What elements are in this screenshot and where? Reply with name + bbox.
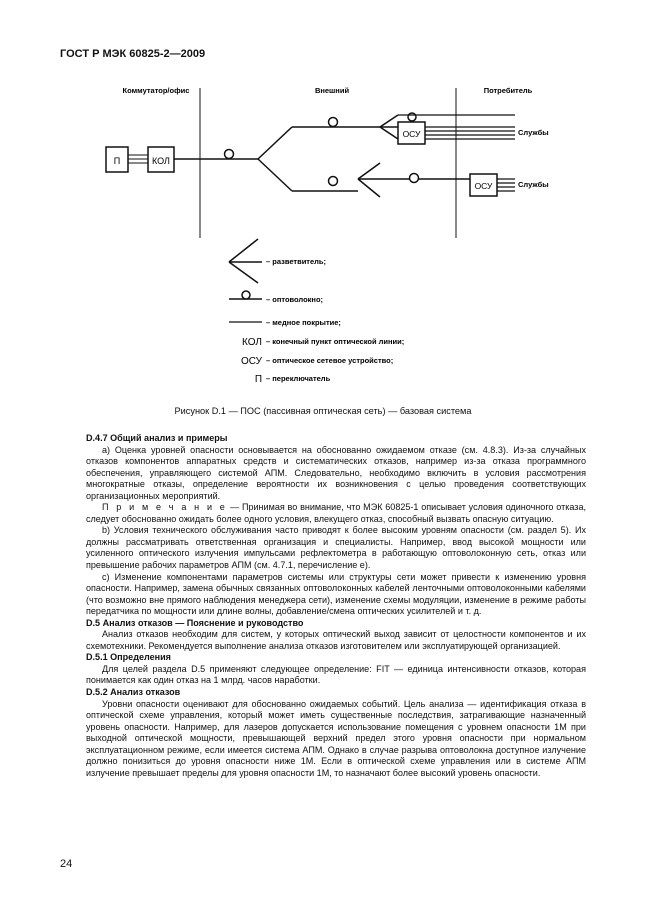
figure-caption: Рисунок D.1 — ПОС (пассивная оптическая сеть) — базовая система (174, 406, 472, 416)
onu-box-top-label: ОСУ (402, 129, 421, 139)
col-header-switch: Коммутатор/офис (122, 86, 190, 95)
legend-splitter-symbol (229, 239, 258, 262)
onu-box-bottom-label: ОСУ (474, 181, 493, 191)
paragraph: b) Условия технического обслуживания часто приводят к более высоким уровням опасности (см. раздел 5). Их должны рассматривать ответственная организация и специалисты. Например, ввод высокой мощности или усиленного оптического излучения импульсами рефлектометра в работающую оптоволоконную сеть, отказ или превышение рабочих параметров АПМ (см. 4.7.1, перечисление е). (86, 525, 586, 571)
note-paragraph (86, 502, 586, 525)
paragraph: Уровни опасности оценивают для обоснованно ожидаемых событий. Цель анализа — идентификация отказа в оптической схеме управления, который может иметь существенные последствия, затрагивающие назначенный уровень опасности. Например, для лазеров допускается использование помещения с уровнем опасности 1М при выходной оптической мощности, превышающей верхний предел этого уровня опасности при нормальном эксплуатационном режиме, если имеется система АПМ. Однако в случае разрыва оптоволокна доступное излучение должно понизиться до уровня опасности ниже 1М. Если в оптической схеме управления или в системе АПМ излучение превышает пределы для уровня опасности 1М, то назначают более высокий уровень опасности. (86, 698, 586, 778)
olt-box-label: КОЛ (152, 156, 170, 166)
legend-switch-text: – переключатель (266, 374, 331, 383)
legend-copper-text: – медное покрытие; (266, 318, 341, 327)
body-text (86, 433, 586, 779)
services-top: Службы (518, 128, 549, 137)
page-number: 24 (60, 858, 73, 870)
legend-onu-symbol: ОСУ (240, 356, 262, 367)
document-header: ГОСТ Р МЭК 60825-2—2009 (60, 48, 206, 60)
paragraph: Анализ отказов необходим для систем, у которых оптический выход зависит от целостности компонентов и их схемотехники. Рекомендуется выполнение анализа отказов изготовителем или эксплуатирующей организацией. (86, 629, 586, 651)
fiber-symbol (225, 150, 234, 159)
note-text: — Принимая во внимание, что МЭК 60825-1 описывает условия одиночного отказа, следует обоснованно ожидать более одного условия, влекущего отказ, способный вызвать опасную ситуацию. (86, 502, 586, 524)
paragraph: а) Оценка уровней опасности основывается на обоснованно ожидаемом отказе (см. 4.8.3). Из-за случайных отказов компонентов аппаратных средств и систематических отказов, например из-за отказа программного обеспечения, управляющего системой АПМ. Следовательно, необходимо включить в условия рассмотрения многократные отказы, определение вероятности их возникновения с целью проведения соответствующих организационных мероприятий. (86, 444, 586, 501)
pon-diagram (0, 0, 646, 400)
fiber-symbol (329, 118, 338, 127)
col-header-external: Внешний (314, 86, 350, 95)
splitter (258, 127, 292, 159)
note-label: П р и м е ч а н и е (102, 502, 228, 513)
paragraph: Для целей раздела D.5 применяют следующее определение: FIT — единица интенсивности отказов, которая понимается как один отказ на 1 млрд. часов наработки. (86, 663, 586, 686)
legend-splitter-text: – разветвитель; (266, 257, 327, 266)
paragraph: c) Изменение компонентами параметров системы или структуры сети может привести к изменению уровня опасности. Например, замена обычных связанных оптоволоконных кабелей ленточными оптоволоконными кабелями (что возможно вне прямого наблюдения менеджера сети), изменение схемы модуляции, изменение в режиме работы передатчика по мощности или длине волны, добавление/смена оптических усилителей и т. д. (86, 571, 586, 617)
services-bottom: Службы (518, 180, 549, 189)
section-heading: D.5.2 Анализ отказов (86, 687, 181, 698)
section-heading: D.5.1 Определения (86, 652, 171, 663)
fiber-symbol (410, 174, 419, 183)
switch-box-label: П (113, 156, 121, 166)
legend-switch-symbol: П (254, 374, 262, 385)
legend-onu-text: – оптическое сетевое устройство; (266, 356, 394, 365)
section-heading: D.5 Анализ отказов — Пояснение и руководство (86, 617, 304, 628)
legend (229, 239, 404, 385)
fiber-symbol (329, 177, 338, 186)
section-heading: D.4.7 Общий анализ и примеры (86, 433, 228, 443)
legend-fiber-text: – оптоволокно; (266, 295, 324, 304)
col-header-consumer: Потребитель (483, 86, 533, 95)
fiber-symbol (408, 113, 416, 121)
legend-olt-text: – конечный пункт оптической линии; (266, 337, 405, 346)
legend-olt-symbol: КОЛ (242, 337, 262, 348)
